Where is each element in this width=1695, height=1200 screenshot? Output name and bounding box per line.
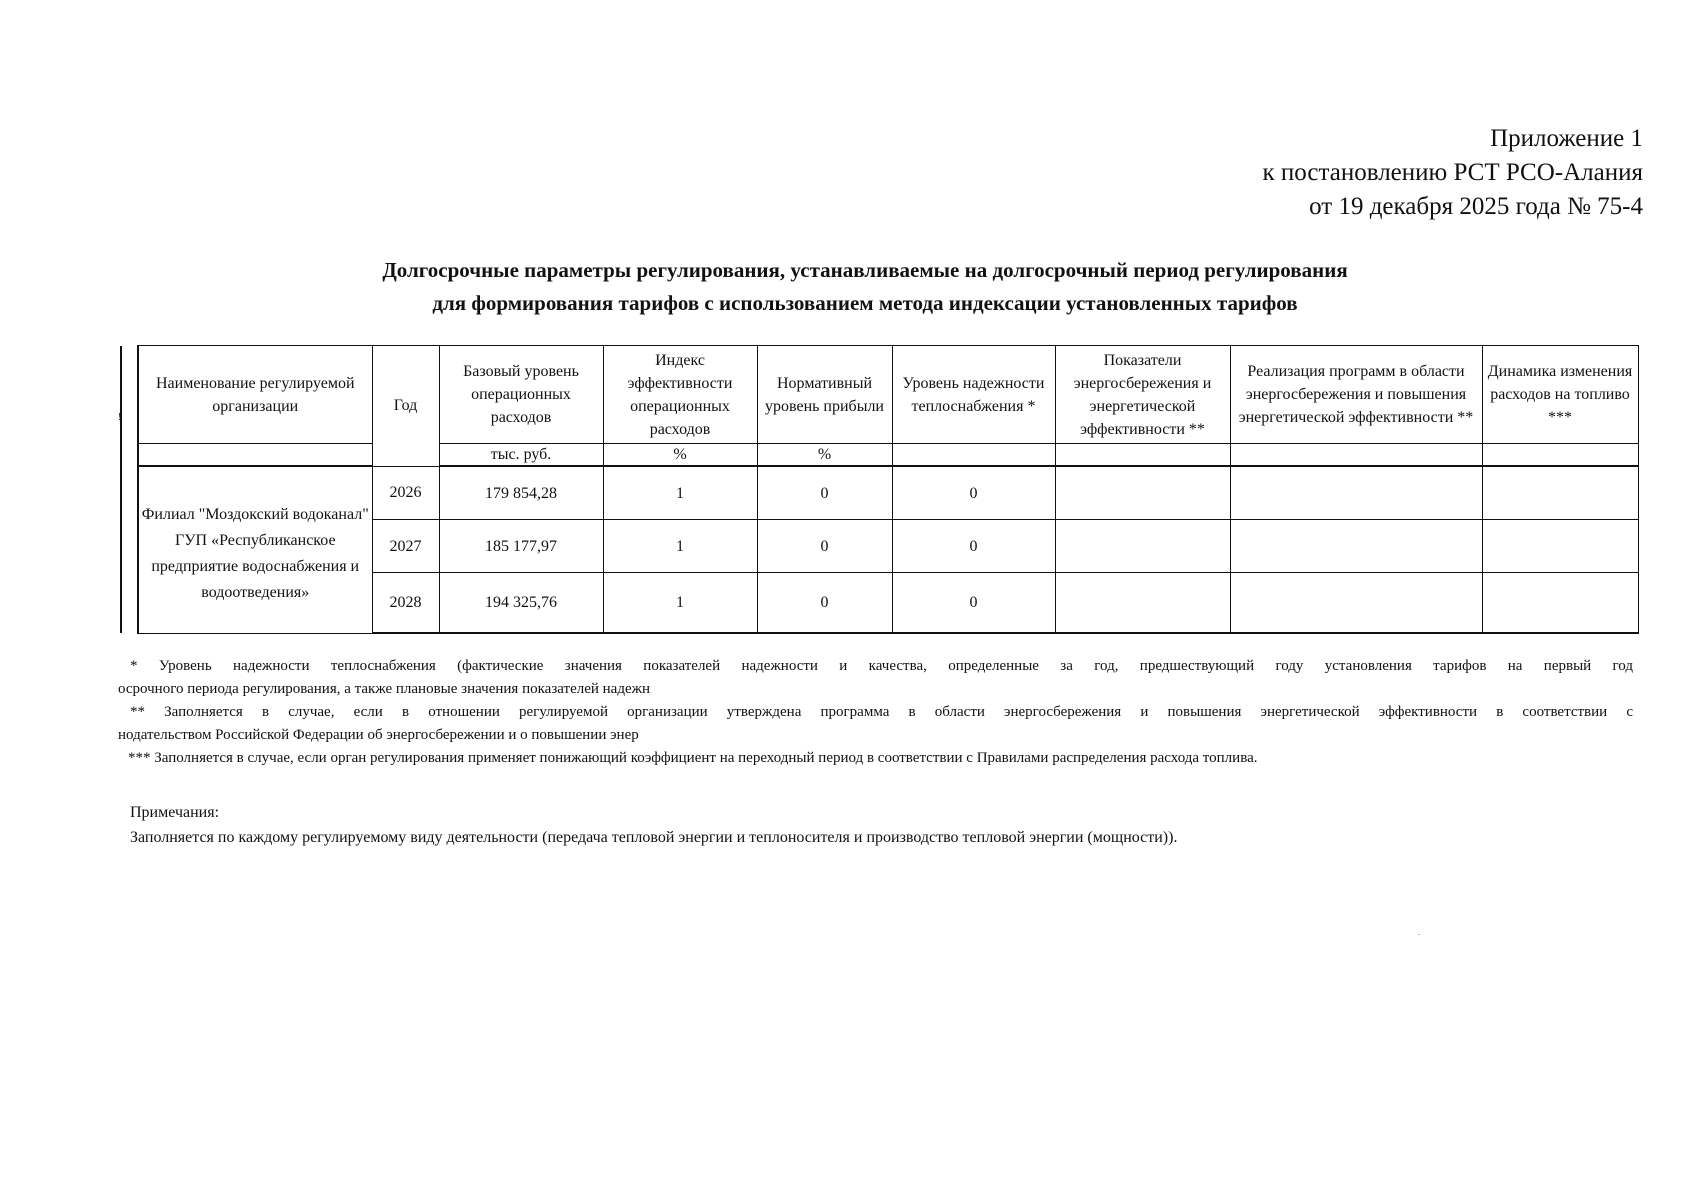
cell-efficiency-index: 1	[603, 466, 757, 520]
remarks-heading: Примечания:	[130, 804, 220, 821]
cell-energy-indicators	[1055, 520, 1230, 573]
header-fuel-dynamics: Динамика изменения расходов на топливо ***	[1482, 346, 1638, 444]
cell-fuel-dynamics	[1482, 520, 1638, 573]
footnote-2-line-2: нодательством Российской Федерации об энергосбережении и о повышении энер	[118, 727, 639, 743]
cell-energy-indicators	[1055, 573, 1230, 634]
organization-name: Филиал "Моздокский водоканал" ГУП «Республиканское предприятие водоснабжения и водоотведения»	[138, 466, 372, 633]
table-row	[121, 466, 1638, 520]
cell-fuel-dynamics	[1482, 466, 1638, 520]
header-organization: Наименование регулируемой организации	[138, 346, 372, 444]
footnote-1-line-2: осрочного периода регулирования, а также плановые значения показателей надежн	[118, 681, 651, 697]
remarks-text: Заполняется по каждому регулируемому виду деятельности (передача тепловой энергии и теплоносителя и производство тепловой энергии (мощности)).	[130, 829, 1178, 846]
footnote-3: *** Заполняется в случае, если орган регулирования применяет понижающий коэффициент на переходный период в соответствии с Правилами распределения расхода топлива.	[128, 750, 1258, 766]
margin-mark: !	[118, 412, 122, 423]
cell-year: 2028	[372, 573, 439, 634]
cell-year: 2027	[372, 520, 439, 573]
cell-reliability: 0	[892, 573, 1055, 634]
appendix-number: Приложение 1	[1490, 125, 1643, 152]
header-energy-indicators: Показатели энергосбережения и энергетической эффективности **	[1055, 346, 1230, 444]
document-title-line-2: для формирования тарифов с использованием метода индексации установленных тарифов	[432, 291, 1298, 315]
header-efficiency-index: Индекс эффективности операционных расходов	[603, 346, 757, 444]
header-base-costs: Базовый уровень операционных расходов	[439, 346, 603, 444]
cell-reliability: 0	[892, 520, 1055, 573]
cell-base-costs: 179 854,28	[439, 466, 603, 520]
unit-programs	[1230, 444, 1482, 467]
document-title	[0, 254, 1695, 320]
cell-profit: 0	[757, 466, 892, 520]
appendix-reference	[1263, 122, 1643, 224]
unit-organization	[138, 444, 372, 467]
cell-efficiency-index: 1	[603, 573, 757, 634]
table-header-row	[121, 346, 1638, 444]
unit-reliability	[892, 444, 1055, 467]
cell-programs	[1230, 466, 1482, 520]
cell-programs	[1230, 520, 1482, 573]
cell-base-costs: 194 325,76	[439, 573, 603, 634]
footnote-2-line-1: ** Заполняется в случае, если в отношении регулируемой организации утверждена программа в области энергосбережения и повышения энергетической эффективности в соответствии с	[130, 704, 1633, 720]
header-profit: Нормативный уровень прибыли	[757, 346, 892, 444]
appendix-resolution: к постановлению РСТ РСО-Алания	[1262, 159, 1643, 186]
header-reliability: Уровень надежности теплоснабжения *	[892, 346, 1055, 444]
cell-base-costs: 185 177,97	[439, 520, 603, 573]
header-programs: Реализация программ в области энергосбережения и повышения энергетической эффективности **	[1230, 346, 1482, 444]
unit-efficiency-index: %	[603, 444, 757, 467]
footnotes	[118, 655, 1633, 770]
scan-speck	[1418, 934, 1420, 935]
cell-year: 2026	[372, 466, 439, 520]
unit-energy-indicators	[1055, 444, 1230, 467]
unit-profit: %	[757, 444, 892, 467]
cell-reliability: 0	[892, 466, 1055, 520]
header-year: Год	[372, 346, 439, 467]
cell-energy-indicators	[1055, 466, 1230, 520]
units-row	[121, 444, 1638, 467]
unit-base-costs: тыс. руб.	[439, 444, 603, 467]
unit-fuel-dynamics	[1482, 444, 1638, 467]
cell-profit: 0	[757, 573, 892, 634]
appendix-date: от 19 декабря 2025 года № 75-4	[1309, 193, 1643, 220]
footnote-1-line-1: * Уровень надежности теплоснабжения (фактические значения показателей надежности и качества, определенные за год, предшествующий году установления тарифов на первый год	[130, 658, 1633, 674]
table-left-edge	[121, 346, 138, 634]
cell-programs	[1230, 573, 1482, 634]
cell-fuel-dynamics	[1482, 573, 1638, 634]
remarks	[130, 800, 1177, 850]
cell-profit: 0	[757, 520, 892, 573]
document-title-line-1: Долгосрочные параметры регулирования, устанавливаемые на долгосрочный период регулирования	[382, 258, 1348, 282]
parameters-table	[120, 345, 1639, 634]
cell-efficiency-index: 1	[603, 520, 757, 573]
